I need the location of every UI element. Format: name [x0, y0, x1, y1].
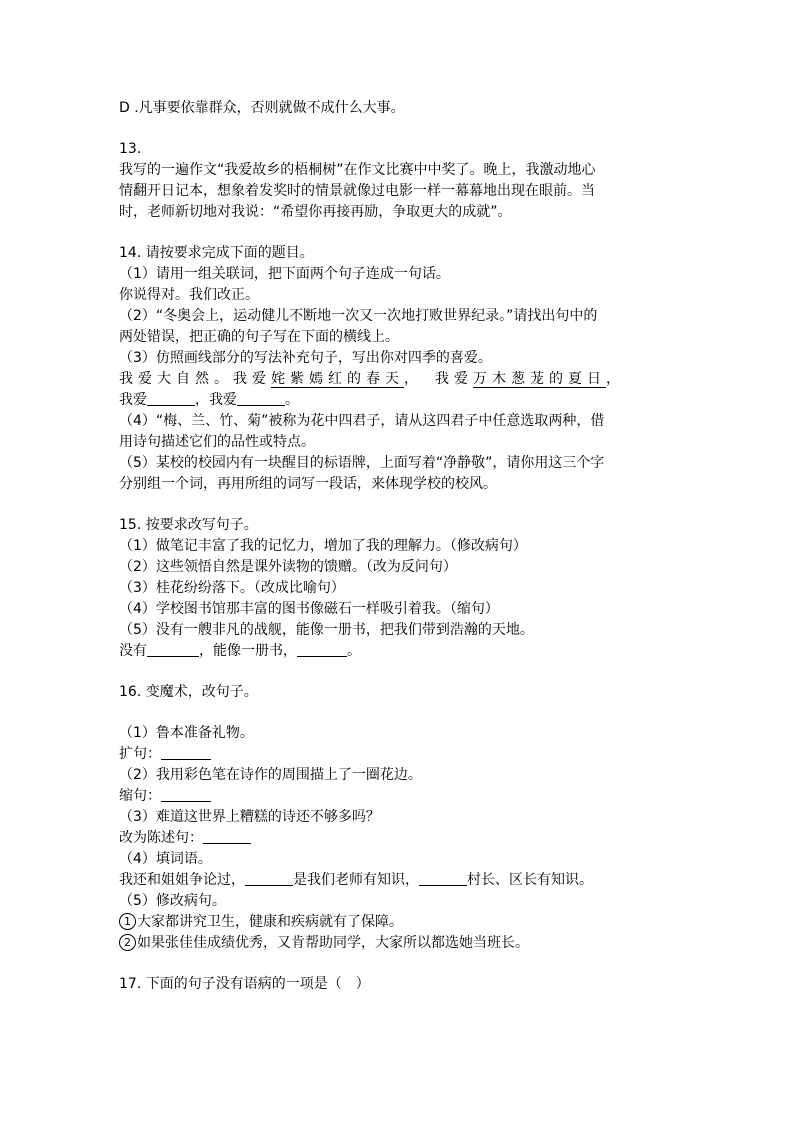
q14-item: （1）请用一组关联词，把下面两个句子连成一句话。: [119, 266, 450, 282]
fill-text: 缩句：: [119, 788, 161, 804]
fill-text: 。: [285, 392, 299, 408]
answer-blank[interactable]: [237, 391, 285, 406]
underlined-phrase: 姹紫嫣红的春天: [271, 371, 404, 387]
q13-text-line: 我写的一遍作文“我爱故乡的梧桐树”在作文比赛中中奖了。晚上，我激动地心: [119, 162, 596, 178]
q14-item: 用诗句描述它们的品性或特点。: [119, 434, 315, 450]
q16-item: （1）鲁本准备礼物。: [119, 725, 254, 741]
fill-text: ，能像一册书，: [199, 643, 297, 659]
example-text: 我爱大自然。我爱: [119, 371, 271, 387]
answer-blank[interactable]: [147, 642, 199, 657]
q16-item: （5）修改病句。: [119, 893, 226, 909]
q14-item: （4）“梅、兰、竹、菊”被称为花中四君子，请从这四君子中任意选取两种，借: [119, 413, 605, 429]
fill-text: 扩句：: [119, 746, 161, 762]
q15-title: 15. 按要求改写句子。: [119, 517, 258, 533]
q13-text-line: 情翻开日记本，想象着发奖时的情景就像过电影一样一幕幕地出现在眼前。当: [119, 183, 595, 199]
fill-text: 改为陈述句：: [119, 830, 203, 846]
fill-text: 。: [347, 643, 361, 659]
answer-blank[interactable]: [419, 871, 467, 886]
q14-item: 分别组一个词，再用所组的词写一段话，来体现学校的校风。: [119, 476, 497, 492]
q14-example-line: [119, 369, 625, 389]
q16-item: （3）难道这世界上糟糕的诗还不够多吗？: [119, 809, 380, 825]
q15-item: （5）没有一艘非凡的战舰，能像一册书，把我们带到浩瀚的天地。: [119, 622, 534, 638]
q14-item: （3）仿照画线部分的写法补充句子，写出你对四季的喜爱。: [119, 350, 492, 366]
q14-title: 14. 请按要求完成下面的题目。: [119, 245, 314, 261]
circled-number: 1: [119, 913, 136, 930]
q17-title: 17. 下面的句子没有语病的一项是（ ）: [119, 976, 370, 992]
option-d: D .凡事要依靠群众，否则就做不成什么大事。: [119, 100, 405, 116]
q13-text-line: 时，老师新切地对我说：“希望你再接再励，争取更大的成就”。: [119, 204, 512, 220]
q16-sentence: [119, 933, 529, 953]
q15-item: （1）做笔记丰富了我的记忆力，增加了我的理解力。（修改病句）: [119, 538, 527, 554]
q16-fill-line: [119, 828, 251, 848]
q14-fill-line: [119, 390, 299, 410]
q16-fill-line: [119, 870, 593, 890]
fill-text: 村长、区长有知识。: [467, 872, 593, 888]
q16-item: （4）填词语。: [119, 851, 212, 867]
q16-title: 16. 变魔术，改句子。: [119, 684, 258, 700]
answer-blank[interactable]: [161, 745, 211, 760]
sentence-text: 如果张佳佳成绩优秀，又肯帮助同学，大家所以都选她当班长。: [137, 935, 529, 951]
q14-item: （2）“冬奥会上，运动健儿不断地一次又一次地打败世界纪录。”请找出句中的: [119, 308, 598, 324]
q16-fill-line: [119, 786, 211, 806]
example-text: ，: [606, 371, 625, 387]
answer-blank[interactable]: [147, 391, 195, 406]
q13-number: 13.: [119, 141, 142, 157]
sentence-text: 大家都讲究卫生，健康和疾病就有了保障。: [137, 914, 403, 930]
example-text: ， 我爱: [404, 371, 473, 387]
answer-blank[interactable]: [297, 642, 347, 657]
fill-text: 是我们老师有知识，: [293, 872, 419, 888]
q16-fill-line: [119, 744, 211, 764]
answer-blank[interactable]: [245, 871, 293, 886]
q15-fill-line: [119, 641, 361, 661]
q16-item: （2）我用彩色笔在诗作的周围描上了一圈花边。: [119, 767, 422, 783]
q14-item: （5）某校的校园内有一块醒目的标语牌，上面写着“净静敬”，请你用这三个字: [119, 455, 605, 471]
q15-item: （2）这些领悟自然是课外读物的馈赠。（改为反问句）: [119, 559, 457, 575]
q15-item: （4）学校图书馆那丰富的图书像磁石一样吸引着我。（缩句）: [119, 601, 499, 617]
q16-sentence: [119, 912, 403, 932]
q14-item: 两处错误，把正确的句子写在下面的横线上。: [119, 329, 399, 345]
fill-text: ，我爱: [195, 392, 237, 408]
answer-blank[interactable]: [203, 829, 251, 844]
fill-text: 没有: [119, 643, 147, 659]
underlined-phrase: 万木葱茏的夏日: [473, 371, 606, 387]
answer-blank[interactable]: [161, 787, 211, 802]
circled-number: 2: [119, 934, 136, 951]
fill-text: 我爱: [119, 392, 147, 408]
q15-item: （3）桂花纷纷落下。（改成比喻句）: [119, 580, 345, 596]
fill-text: 我还和姐姐争论过，: [119, 872, 245, 888]
q14-item: 你说得对。我们改正。: [119, 287, 259, 303]
